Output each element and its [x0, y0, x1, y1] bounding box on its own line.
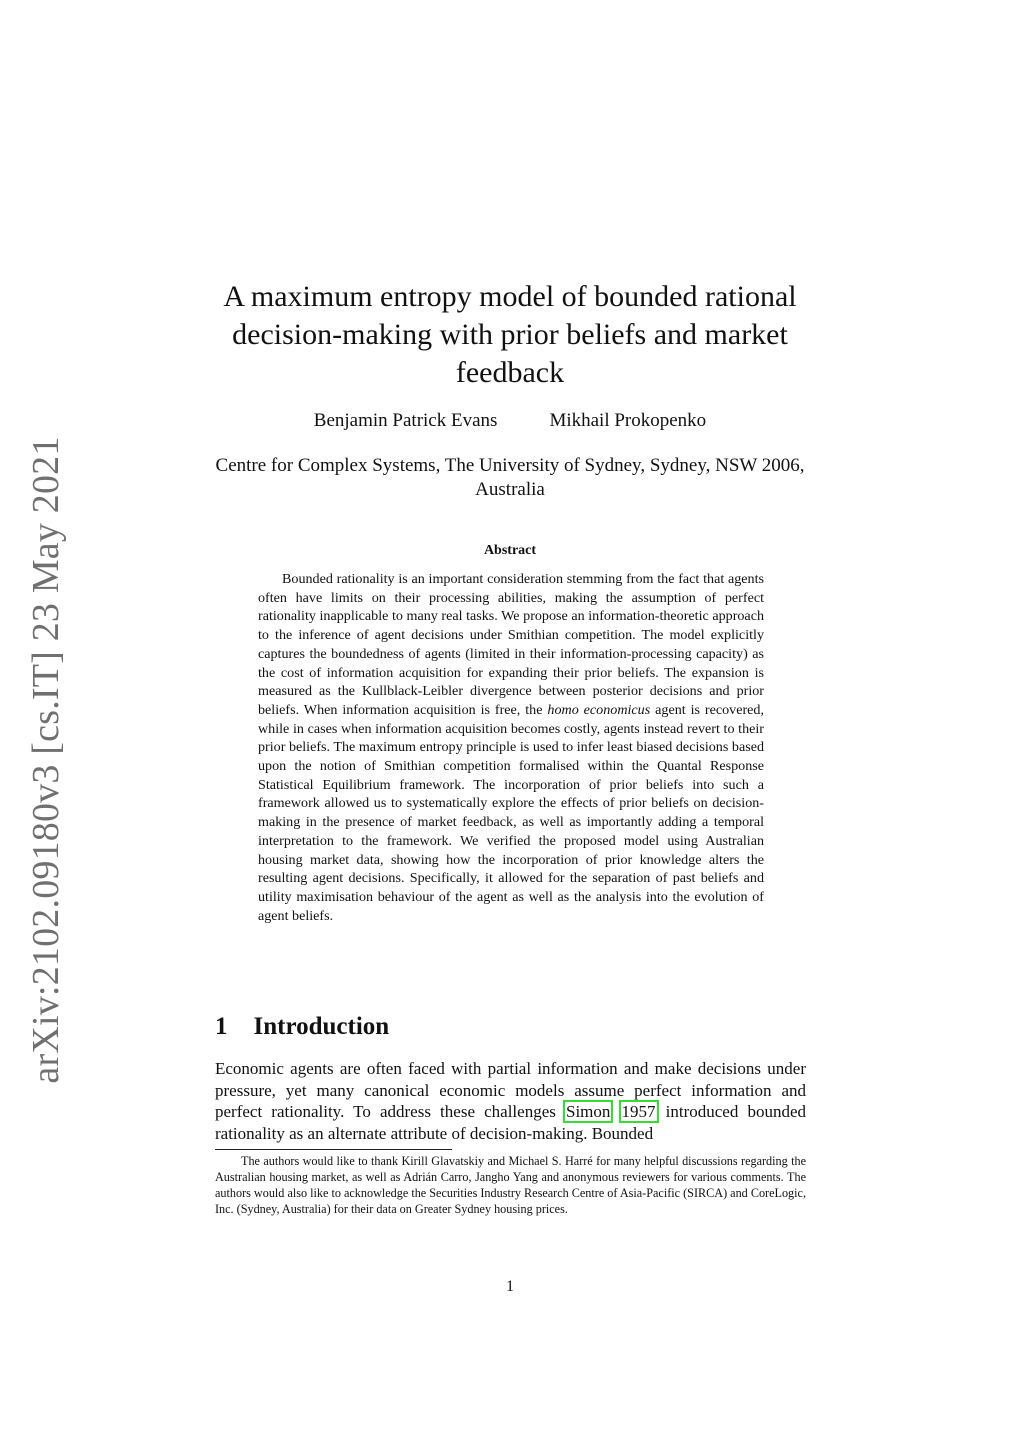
footnote-acknowledgements: The authors would like to thank Kirill Glavatskiy and Michael S. Harré for many helpful discussions regarding the Australian housing market, as well as Adrián Carro, Jangho Yang and anonymous reviewers for various comments. The authors would also like to acknowledge the Securities Industry Research Centre of Asia-Pacific (SIRCA) and CoreLogic, Inc. (Sydney, Australia) for their data on Greater Sydney housing prices.: [215, 1154, 806, 1216]
section-number: 1: [215, 1013, 228, 1040]
author-name: Mikhail Prokopenko: [549, 410, 707, 431]
paper-title: A maximum entropy model of bounded rational decision-making with prior beliefs and market feedback: [223, 280, 797, 389]
footnote-divider: [215, 1149, 452, 1150]
intro-text: introduced bounded rationality as an alternate attribute of decision-making. Bounded: [215, 1102, 807, 1143]
abstract-heading: Abstract: [483, 543, 537, 558]
page-number: 1: [506, 1278, 514, 1295]
arxiv-identifier-stamp: arXiv:2102.09180v3 [cs.IT] 23 May 2021: [25, 436, 67, 1084]
abstract-italic-term: homo economicus: [547, 701, 651, 718]
introduction-paragraph: [215, 1058, 806, 1144]
abstract-text: [258, 570, 764, 925]
intro-text: Economic agents are often faced with partial information and make decisions under pressure, yet many canonical economic models assume perfect information and perfect rationality. To address these challenges: [215, 1059, 806, 1121]
section-heading: [215, 1013, 389, 1041]
author-name: Benjamin Patrick Evans: [313, 410, 498, 431]
author-list: [200, 410, 820, 432]
citation-link-author[interactable]: Simon: [565, 1102, 611, 1121]
abstract-text-part: Bounded rationality is an important consideration stemming from the fact that agents often have limits on their processing abilities, making the assumption of perfect rationality inapplicable to many real tasks. We propose an information-theoretic approach to the inference of agent decisions under Smithian competition. The model explicitly captures the boundedness of agents (limited in their information-processing capacity) as the cost of information acquisition for expanding their prior beliefs. The expansion is measured as the Kullblack-Leibler divergence between posterior decisions and prior beliefs. When information acquisition is free, the: [258, 571, 764, 718]
citation-link-year[interactable]: 1957: [621, 1102, 656, 1121]
affiliation: Centre for Complex Systems, The University of Sydney, Sydney, NSW 2006, Australia: [215, 455, 805, 500]
section-title: Introduction: [253, 1013, 390, 1040]
abstract-text-part: agent is recovered, while in cases when information acquisition becomes costly, agents instead revert to their prior beliefs. The maximum entropy principle is used to infer least biased decisions based upon the notion of Smithian competition formalised within the Quantal Response Statistical Equilibrium framework. The incorporation of prior beliefs into such a framework allowed us to systematically explore the effects of prior beliefs on decision-making in the presence of market feedback, as well as importantly adding a temporal interpretation to the framework. We verified the proposed model using Australian housing market data, showing how the incorporation of prior knowledge alters the resulting agent decisions. Specifically, it allowed for the separation of past beliefs and utility maximisation behaviour of the agent as well as the analysis into the evolution of agent beliefs.: [258, 701, 764, 924]
